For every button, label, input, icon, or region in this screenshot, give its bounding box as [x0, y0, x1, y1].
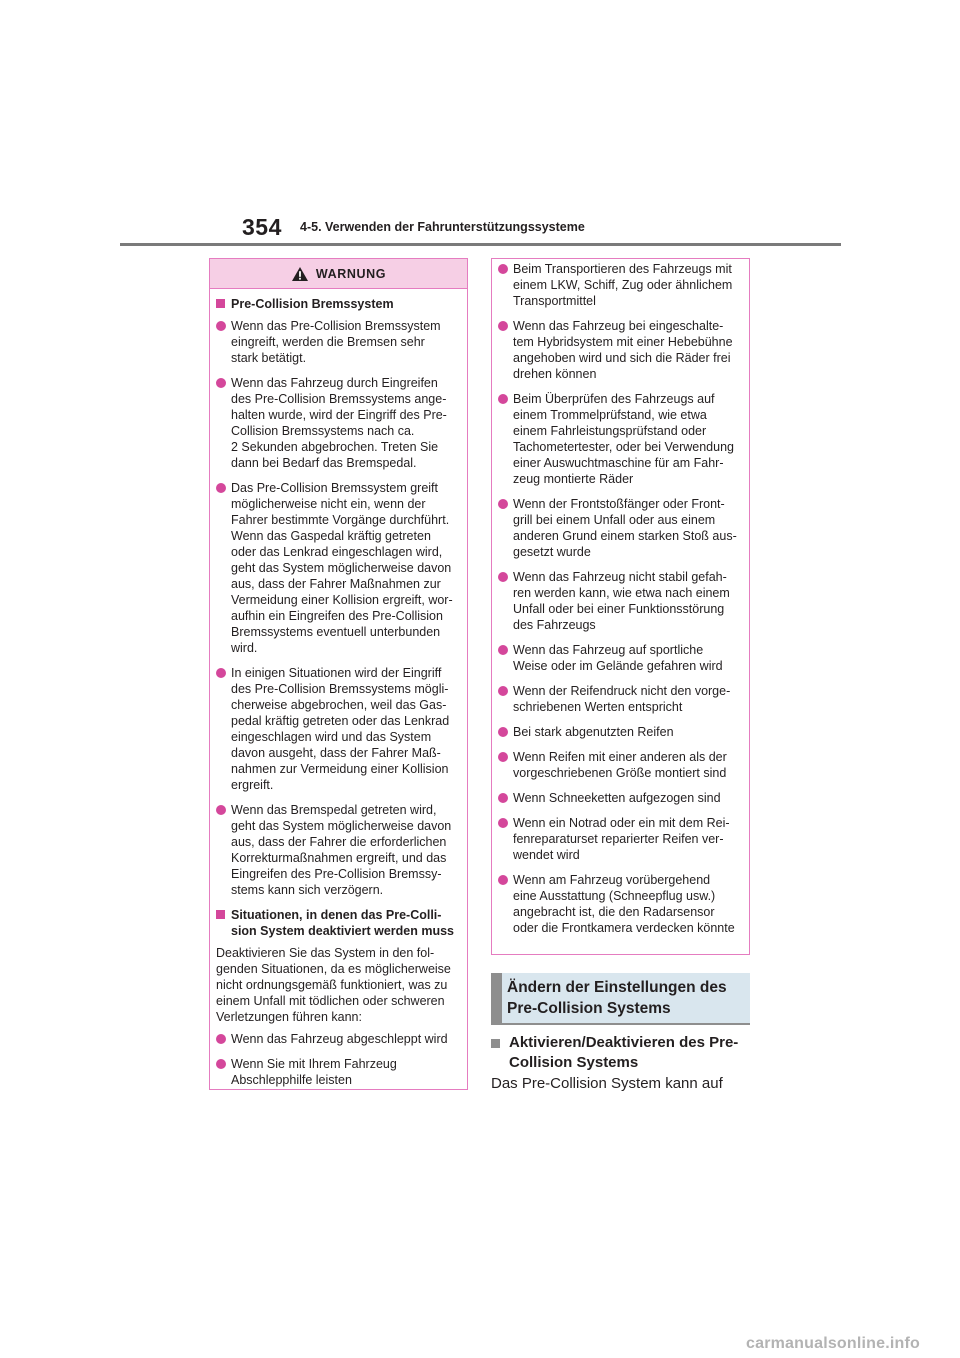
heading-pre-collision-brake	[216, 296, 460, 312]
list-item	[498, 724, 742, 740]
bullet-icon	[216, 668, 226, 678]
warning-content	[210, 289, 467, 1088]
list-item	[498, 790, 742, 806]
list-item	[498, 569, 742, 633]
bullet-icon	[498, 818, 508, 828]
settings-subheading	[491, 1033, 750, 1073]
heading-text: Pre-Collision Bremssystem	[231, 297, 394, 311]
list-item-text: Wenn das Bremspedal getreten wird, geht das System möglicherweise davon aus, dass der Fahrer die erforderlichen Korrekturmaßnahmen ergreift, und das Eingreifen des Pre-Collision Bremssy- stems kann sich verzögern.	[231, 803, 452, 897]
warning-paragraph: Deaktivieren Sie das System in den fol- genden Situationen, da es möglicherweise nicht ordnungsgemäß funktioniert, was zu einem Unfall mit tödlichen oder schweren Verletzungen führen kann:	[216, 946, 451, 1024]
bullet-icon	[498, 321, 508, 331]
list-item	[216, 1056, 460, 1088]
bullet-icon	[216, 805, 226, 815]
list-item-text: Wenn ein Notrad oder ein mit dem Rei- fenreparaturset reparierter Reifen ver- wendet wird	[513, 816, 730, 862]
square-bullet-icon	[216, 299, 225, 308]
subheading-text: Aktivieren/Deaktivieren des Pre- Collision Systems	[509, 1034, 739, 1071]
list-item	[498, 261, 742, 309]
heading-deactivation-situations	[216, 907, 460, 939]
list-item	[216, 480, 460, 656]
settings-section-header	[491, 973, 750, 1025]
list-item-text: Das Pre-Collision Bremssystem greift möglicherweise nicht ein, wenn der Fahrer bestimmte Vorgänge durchführt. Wenn das Gaspedal kräftig getreten oder das Lenkrad eingeschlagen wird, geht das System möglicherweise davon aus, dass der Fahrer Maßnahmen zur Vermeidung einer Kollision ergreift, wor- aufhin ein Eingreifen des Pre-Collision Bremssystems eventuell unterbunden wird.	[231, 481, 453, 655]
bullet-icon	[216, 321, 226, 331]
warning-box	[209, 258, 468, 1090]
bullet-icon	[216, 1059, 226, 1069]
list-item-text: Wenn am Fahrzeug vorübergehend eine Ausstattung (Schneepflug usw.) angebracht ist, die den Radarsensor oder die Frontkamera verdecken könnte	[513, 873, 735, 935]
list-item	[216, 1031, 460, 1047]
list-item	[216, 802, 460, 898]
list-item-text: Wenn das Fahrzeug abgeschleppt wird	[231, 1032, 448, 1046]
list-item	[216, 665, 460, 793]
square-bullet-icon	[491, 1039, 500, 1048]
list-item-text: Wenn Sie mit Ihrem Fahrzeug Abschlepphilfe leisten	[231, 1057, 397, 1087]
list-item	[498, 683, 742, 715]
watermark: carmanualsonline.info	[746, 1335, 921, 1352]
bullet-icon	[216, 1034, 226, 1044]
list-item	[498, 318, 742, 382]
bullet-icon	[216, 378, 226, 388]
page-number: 354	[242, 214, 282, 240]
warning-title: WARNUNG	[315, 266, 387, 281]
list-item	[216, 375, 460, 471]
bullet-icon	[498, 264, 508, 274]
list-item	[498, 642, 742, 674]
bullet-icon	[498, 727, 508, 737]
list-item	[498, 391, 742, 487]
list-item	[216, 318, 460, 366]
list-item-text: Wenn das Fahrzeug nicht stabil gefah- ren werden kann, wie etwa nach einem Unfall oder bei einer Funktionsstörung des Fahrzeugs	[513, 570, 730, 632]
heading-text: Situationen, in denen das Pre-Colli- sion System deaktiviert werden muss	[231, 908, 455, 938]
list-item-text: Wenn das Fahrzeug durch Eingreifen des Pre-Collision Bremssystems ange- halten wurde, wird der Eingriff des Pre- Collision Bremssystems nach ca. 2 Sekunden abgebrochen. Treten Sie dann bei Bedarf das Bremspedal.	[231, 376, 447, 470]
bullet-icon	[498, 572, 508, 582]
bullet-icon	[498, 752, 508, 762]
list-item-text: Wenn Schneeketten aufgezogen sind	[513, 791, 721, 805]
warning-triangle-icon	[291, 266, 309, 282]
bullet-icon	[498, 394, 508, 404]
list-item-text: Beim Überprüfen des Fahrzeugs auf einem Trommelprüfstand, wie etwa einem Fahrleistungsprüfstand oder Tachometertester, oder bei Verwendung einer Auswuchtmaschine für am Fahr- zeug montierte Räder	[513, 392, 734, 486]
bullet-icon	[216, 483, 226, 493]
list-item-text: Wenn das Pre-Collision Bremssystem eingreift, werden die Bremsen sehr stark betätigt.	[231, 319, 441, 365]
list-item-text: Wenn der Frontstoßfänger oder Front- grill bei einem Unfall oder aus einem anderen Grund einem starken Stoß aus- gesetzt wurde	[513, 497, 737, 559]
square-bullet-icon	[216, 910, 225, 919]
list-item-text: Wenn Reifen mit einer anderen als der vorgeschriebenen Größe montiert sind	[513, 750, 727, 780]
list-item	[498, 749, 742, 781]
list-item-text: Bei stark abgenutzten Reifen	[513, 725, 674, 739]
list-item	[498, 496, 742, 560]
bullet-icon	[498, 686, 508, 696]
list-item-text: Beim Transportieren des Fahrzeugs mit einem LKW, Schiff, Zug oder ähnlichem Transportmittel	[513, 262, 733, 308]
header-rule	[120, 243, 841, 246]
list-item-text: Wenn der Reifendruck nicht den vorge- schriebenen Werten entspricht	[513, 684, 731, 714]
warning-continued-box	[491, 258, 750, 955]
bullet-icon	[498, 793, 508, 803]
section-title: 4-5. Verwenden der Fahrunterstützungssysteme	[300, 220, 585, 234]
list-item-text: In einigen Situationen wird der Eingriff des Pre-Collision Bremssystems mögli- cherweise abgebrochen, weil das Gas- pedal kräftig getreten oder das Lenkrad eingeschlagen wird und das System davon ausgeht, dass der Fahrer Maß- nahmen zur Vermeidung einer Kollision ergreift.	[231, 666, 450, 792]
settings-section-title: Ändern der Einstellungen des Pre-Collision Systems	[507, 979, 727, 1017]
bullet-icon	[498, 645, 508, 655]
warning-header	[210, 259, 467, 289]
list-item	[498, 815, 742, 863]
list-item-text: Wenn das Fahrzeug bei eingeschalte- tem Hybridsystem mit einer Hebebühne angehoben wird und sich die Räder frei drehen können	[513, 319, 733, 381]
bullet-icon	[498, 499, 508, 509]
settings-body-text: Das Pre-Collision System kann auf	[491, 1075, 723, 1092]
list-item-text: Wenn das Fahrzeug auf sportliche Weise oder im Gelände gefahren wird	[513, 643, 723, 673]
bullet-icon	[498, 875, 508, 885]
list-item	[498, 872, 742, 936]
